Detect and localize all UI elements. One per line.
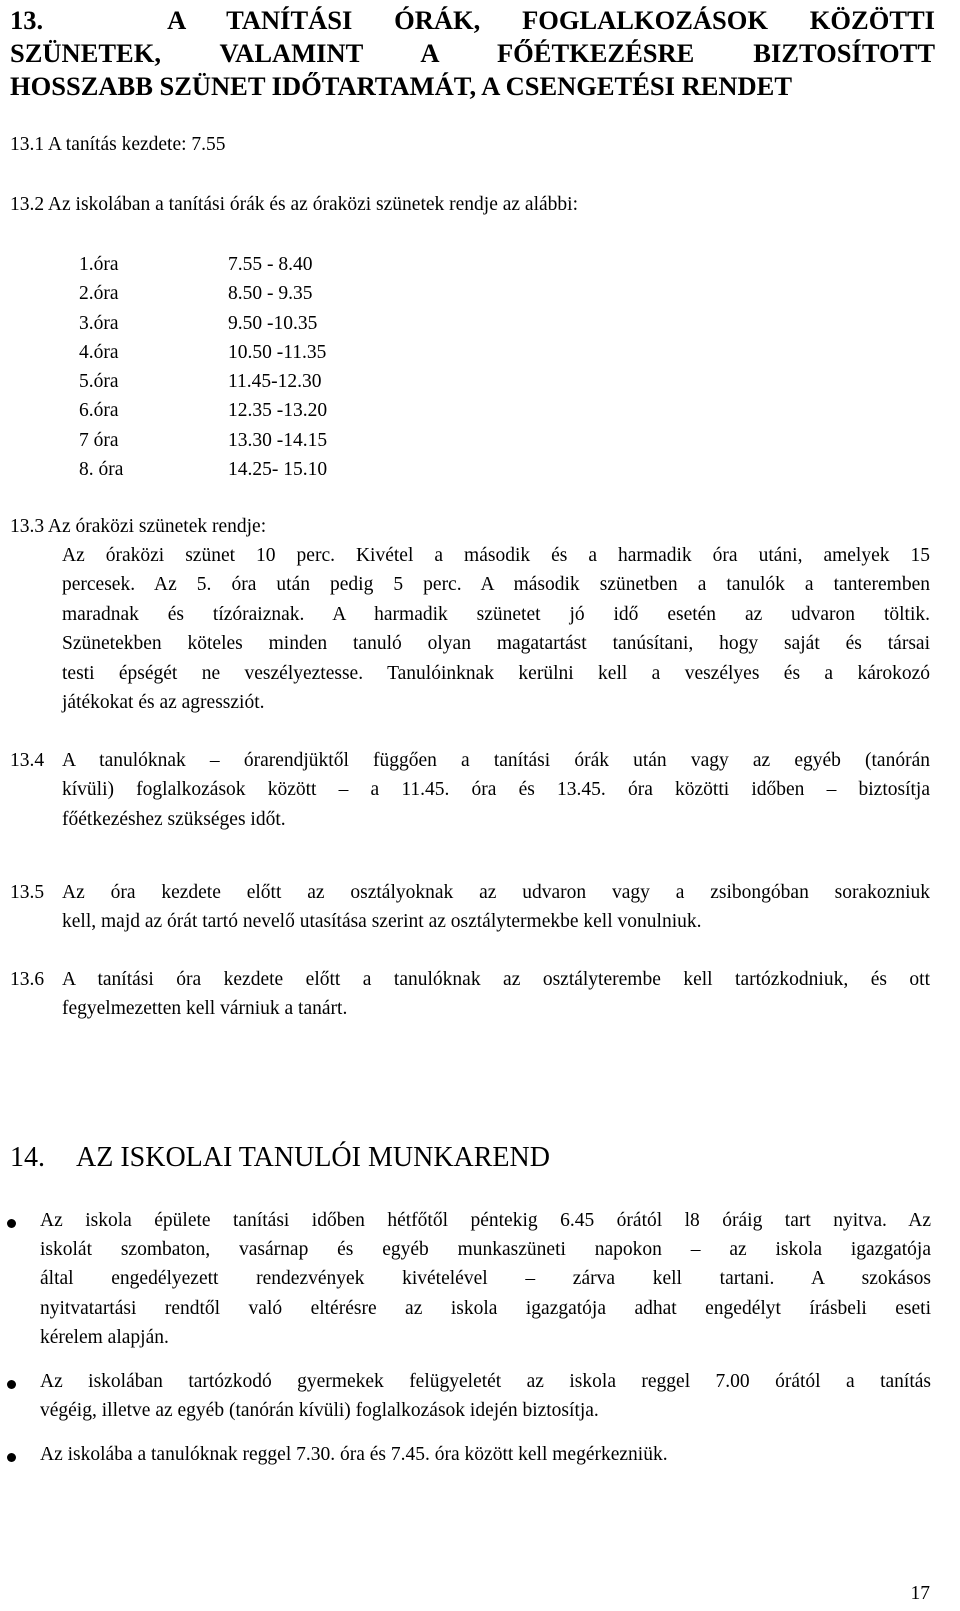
- lesson-time: 11.45-12.30: [228, 371, 322, 393]
- text-line: Az iskolában tartózkodó gyermekek felügyeletét az iskola reggel 7.00 órától a tanítás: [40, 1371, 931, 1392]
- paragraph-13-6-body: [62, 965, 930, 1024]
- paragraph-13-3-title: 13.3 Az óraközi szünetek rendje:: [10, 516, 267, 537]
- section-14-heading: [10, 1138, 550, 1178]
- paragraph-13-6-number: 13.6: [10, 969, 45, 990]
- paragraph-13-5-number: 13.5: [10, 882, 45, 903]
- paragraph-13-3-body: [62, 541, 930, 717]
- lesson-label: 3.óra: [79, 312, 119, 334]
- lesson-label: 2.óra: [79, 283, 119, 305]
- lesson-time: 7.55 - 8.40: [228, 254, 313, 275]
- text-line: testi épségét ne veszélyeztesse. Tanulóinknak kerülni kell a veszélyes és a károkozó: [62, 662, 930, 684]
- lesson-time: 10.50 -11.35: [228, 341, 327, 363]
- heading-line: 13. A TANÍTÁSI ÓRÁK, FOGLALKOZÁSOK KÖZÖTTI: [10, 5, 935, 35]
- text-line: kell, majd az órát tartó nevelő utasítása szerint az osztálytermekbe kell vonulniuk.: [62, 911, 702, 933]
- heading-line: HOSSZABB SZÜNET IDŐTARTAMÁT, A CSENGETÉSI RENDET: [10, 71, 793, 101]
- text-line: iskolát szombaton, vasárnap és egyéb munkaszüneti napokon – az iskola igazgatója: [40, 1239, 931, 1261]
- lesson-label: 1.óra: [79, 254, 119, 275]
- text-line: játékokat és az agressziót.: [62, 692, 265, 714]
- paragraph-13-4-body: [62, 746, 930, 834]
- lesson-time: 13.30 -14.15: [228, 429, 328, 451]
- paragraph-13-4-number: 13.4: [10, 750, 45, 771]
- text-line: Szünetekben köteles minden tanuló olyan magatartást tanúsítani, hogy saját és társai: [62, 633, 930, 655]
- paragraph-13-1: 13.1 A tanítás kezdete: 7.55: [10, 134, 226, 155]
- lesson-label: 8. óra: [79, 459, 124, 481]
- text-line: maradnak és tízóraiznak. A harmadik szünetet jó idő esetén az udvaron töltik.: [62, 603, 930, 625]
- text-line: kérelem alapján.: [40, 1326, 169, 1348]
- text-line: Az óraközi szünet 10 perc. Kivétel a második és a harmadik óra utáni, amelyek 15: [62, 545, 930, 566]
- lesson-time: 8.50 - 9.35: [228, 283, 313, 305]
- bullet-item: [40, 1440, 931, 1469]
- bullet-dot-icon: [7, 1380, 16, 1389]
- lesson-time: 9.50 -10.35: [228, 312, 318, 334]
- text-line: Az óra kezdete előtt az osztályoknak az udvaron vagy a zsibongóban sorakozniuk: [62, 882, 930, 903]
- bullet-dot-icon: [7, 1453, 16, 1462]
- bullet-dot-icon: [7, 1219, 16, 1228]
- text-line: főétkezéshez szükséges időt.: [62, 808, 286, 830]
- lesson-label: 5.óra: [79, 371, 119, 393]
- lesson-time: 12.35 -13.20: [228, 400, 328, 422]
- paragraph-13-5-body: [62, 878, 930, 937]
- section-title: AZ ISKOLAI TANULÓI MUNKAREND: [76, 1142, 550, 1173]
- section-13-heading: [10, 4, 935, 103]
- lesson-label: 7 óra: [79, 429, 119, 451]
- text-line: fegyelmezetten kell várniuk a tanárt.: [62, 998, 348, 1020]
- page-number: 17: [910, 1583, 930, 1604]
- text-line: nyitvatartási rendtől való eltérésre az iskola igazgatója adhat engedélyt írásbeli eseti: [40, 1297, 931, 1319]
- paragraph-13-2: 13.2 Az iskolában a tanítási órák és az óraközi szünetek rendje az alábbi:: [10, 194, 578, 215]
- text-line: Az iskola épülete tanítási időben hétfőtől péntekig 6.45 órától l8 óráig tart nyitva. Az: [40, 1210, 931, 1231]
- text-line: percesek. Az 5. óra után pedig 5 perc. A második szünetben a tanulók a tanteremben: [62, 574, 930, 596]
- text-line: A tanulóknak – órarendjüktől függően a tanítási órák után vagy az egyéb (tanórán: [62, 750, 930, 771]
- section-number: 14.: [10, 1142, 45, 1173]
- lesson-label: 4.óra: [79, 341, 119, 363]
- bullet-item: [40, 1206, 931, 1352]
- bullet-item: [40, 1367, 931, 1425]
- text-line: által engedélyezett rendezvények kivételével – zárva kell tartani. A szokásos: [40, 1268, 931, 1290]
- lesson-time: 14.25- 15.10: [228, 459, 328, 481]
- text-line: végéig, illetve az egyéb (tanórán kívüli) foglalkozások idején biztosítja.: [40, 1400, 599, 1422]
- heading-line: SZÜNETEK, VALAMINT A FŐÉTKEZÉSRE BIZTOSÍTOTT: [10, 38, 935, 68]
- lesson-label: 6.óra: [79, 400, 119, 422]
- text-line: kívüli) foglalkozások között – a 11.45. óra és 13.45. óra közötti időben – biztosítja: [62, 779, 930, 801]
- text-line: Az iskolába a tanulóknak reggel 7.30. óra és 7.45. óra között kell megérkezniük.: [40, 1444, 668, 1465]
- text-line: A tanítási óra kezdete előtt a tanulóknak az osztályterembe kell tartózkodniuk, és ott: [62, 969, 930, 990]
